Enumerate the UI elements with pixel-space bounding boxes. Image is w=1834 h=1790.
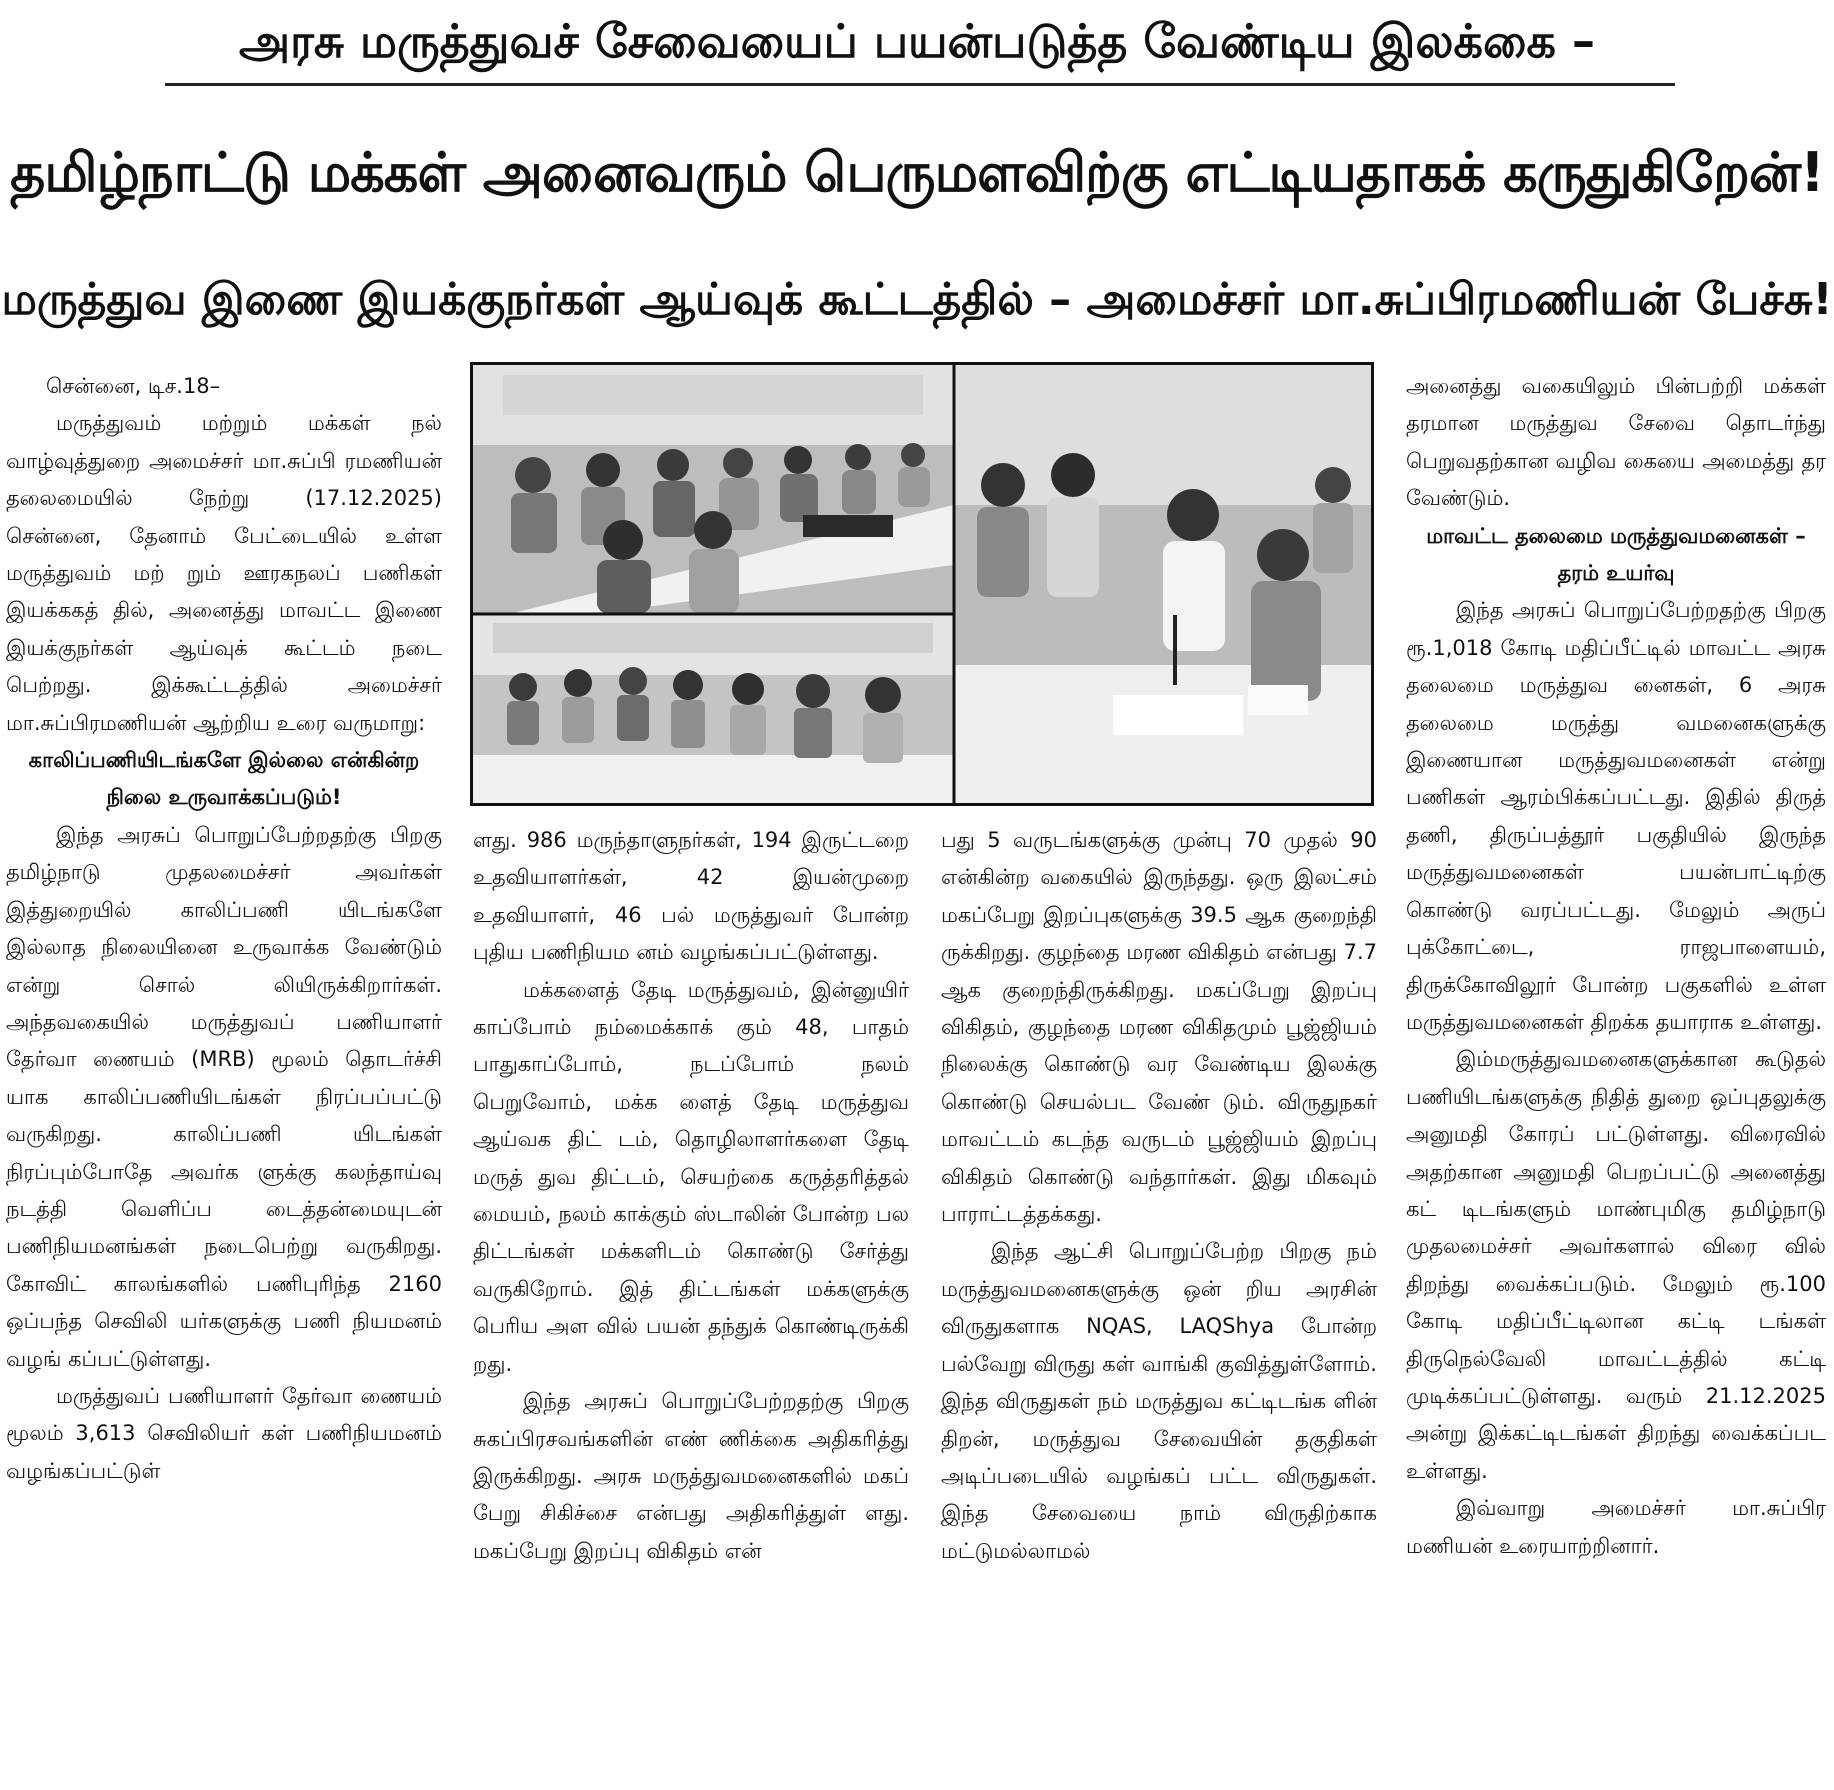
kicker-rule: [165, 83, 1675, 86]
paragraph: இந்த அரசுப் பொறுப்பேற்றதற்கு பிறகு சுகப்பிரசவங்களின் எண் ணிக்கை அதிகரித்து இருக்கிறது. அரசு மருத்துவமனைகளில் மகப் பேறு சிகிச்சை என்பது அதிகரித்துள் ளது. மகப்பேறு இறப்பு விகிதம் என்: [473, 1389, 909, 1563]
subheadline: மருத்துவ இணை இயக்குநர்கள் ஆய்வுக் கூட்டத்தில் – அமைச்சர் மா.சுப்பிரமணியன் பேச்சு!: [1, 274, 1833, 325]
paragraph: இந்த அரசுப் பொறுப்பேற்றதற்கு பிறகு தமிழ்நாடு முதலமைச்சர் அவர்கள் இத்துறையில் காலிப்பணி யிடங்களே இல்லாத நிலையினை உருவாக்க வேண்டும் என்று சொல் லியிருக்கிறார்கள். அந்தவகையில் மருத்துவப் பணியாளர் தேர்வா ணையம் (MRB) மூலம் தொடர்ச்சி யாக காலிப்பணியிடங்கள் நிரப்பப்பட்டு வருகிறது. காலிப்பணி யிடங்கள் நிரப்பும்போதே அவர்க ளுக்கு கலந்தாய்வு நடத்தி வெளிப்ப டைத்தன்மையுடன் பணிநியமனங்கள் நடைபெற்று வருகிறது. கோவிட் காலங்களில் பணிபுரிந்த 2160 ஒப்பந்த செவிலி யர்களுக்கு பணி நியமனம் வழங் கப்பட்டுள்ளது.: [6, 822, 442, 1371]
article-column-3: [941, 822, 1377, 1783]
meeting-photo-bottom-left: [473, 615, 953, 803]
paragraph: இந்த அரசுப் பொறுப்பேற்றதற்கு பிறகு ரூ.1,018 கோடி மதிப்பீட்டில் மாவட்ட அரசு தலைமை மருத்துவ னைகள், 6 அரசு தலைமை மருத்து வமனைகளுக்கு இணையான மருத்துவமனைகள் என்று பணிகள் ஆரம்பிக்கப்பட்டது. இதில் திருத் தணி, திருப்பத்தூர் பகுதியில் இருந்த மருத்துவமனைகள் பயன்பாட்டிற்கு கொண்டு வரப்பட்டது. மேலும் அருப் புக்கோட்டை, ராஜபாளையம், திருக்கோவிலூர் போன்ற பகுகளில் உள்ள மருத்துவமனைகள் திறக்க தயாராக உள்ளது.: [1406, 598, 1826, 1034]
headline: தமிழ்நாட்டு மக்கள் அனைவரும் பெருமளவிற்கு எட்டியதாகக் கருதுகிறேன்!: [10, 141, 1824, 204]
meeting-photo-collage: [470, 362, 1374, 806]
meeting-photo-right: [955, 365, 1371, 803]
paragraph: மருத்துவம் மற்றும் மக்கள் நல் வாழ்வுத்துறை அமைச்சர் மா.சுப்பி ரமணியன் தலைமையில் நேற்று (17.12.2025) சென்னை, தேனாம் பேட்டையில் உள்ள மருத்துவம் மற் றும் ஊரகநலப் பணிகள் இயக்ககத் தில், அனைத்து மாவட்ட இணை இயக்குநர்கள் ஆய்வுக் கூட்டம் நடை பெற்றது. இக்கூட்டத்தில் அமைச்சர் மா.சுப்பிரமணியன் ஆற்றிய உரை வருமாறு:: [6, 411, 442, 735]
article-column-2: [473, 822, 909, 1783]
paragraph: பது 5 வருடங்களுக்கு முன்பு 70 முதல் 90 என்கின்ற வகையில் இருந்தது. ஒரு இலட்சம் மகப்பேறு இறப்புகளுக்கு 39.5 ஆக குறைந்தி ருக்கிறது. குழந்தை மரண விகிதம் என்பது 7.7 ஆக குறைந்திருக்கிறது. மகப்பேறு இறப்பு விகிதம், குழந்தை மரண விகிதமும் பூஜ்ஜியம் நிலைக்கு கொண்டு வர வேண்டிய இலக்கு கொண்டு செயல்பட வேண் டும். விருதுநகர் மாவட்டம் கடந்த வருடம் பூஜ்ஜியம் இறப்பு விகிதம் கொண்டு வந்தார்கள். இது மிகவும் பாராட்டத்தக்கது.: [941, 828, 1377, 1227]
paragraph: இந்த ஆட்சி பொறுப்பேற்ற பிறகு நம் மருத்துவமனைகளுக்கு ஒன் றிய அரசின் விருதுகளாக NQAS, LAQShya போன்ற பல்வேறு விருது கள் வாங்கி குவித்துள்ளோம். இந்த விருதுகள் நம் மருத்துவ கட்டிடங்க ளின் திறன், மருத்துவ சேவையின் தகுதிகள் அடிப்படையில் வழங்கப் பட்ட விருதுகள். இந்த சேவையை நாம் விருதிற்காக மட்டுமல்லாமல்: [941, 1239, 1377, 1563]
paragraph: அனைத்து வகையிலும் பின்பற்றி மக்கள் தரமான மருத்துவ சேவை தொடர்ந்து பெறுவதற்கான வழிவ கையை அமைத்து தர வேண்டும்.: [1406, 374, 1826, 511]
paragraph: மக்களைத் தேடி மருத்துவம், இன்னுயிர் காப்போம் நம்மைக்காக் கும் 48, பாதம் பாதுகாப்போம், நடப்போம் நலம் பெறுவோம், மக்க ளைத் தேடி மருத்துவ ஆய்வக திட் டம், தொழிலாளர்களை தேடி மருத் துவ திட்டம், செயற்கை கருத்தரித்தல் மையம், நலம் காக்கும் ஸ்டாலின் போன்ற பல திட்டங்கள் மக்களிடம் கொண்டு சேர்த்து வருகிறோம். இத் திட்டங்கள் மக்களுக்கு பெரிய அள வில் பயன் தந்துக் கொண்டிருக்கி றது.: [473, 977, 909, 1376]
paragraph: இம்மருத்துவமனைகளுக்கான கூடுதல் பணியிடங்களுக்கு நிதித் துறை ஒப்புதலுக்கு அனுமதி கோரப் பட்டுள்ளது. விரைவில் அதற்கான அனுமதி பெறப்பட்டு அனைத்து கட் டிடங்களும் மாண்புமிகு தமிழ்நாடு முதலமைச்சர் அவர்களால் விரை வில் திறந்து வைக்கப்படும். மேலும் ரூ.100 கோடி மதிப்பீட்டிலான கட்டி டங்கள் திருநெல்வேலி மாவட்டத்தில் கட்டி முடிக்கப்பட்டுள்ளது. வரும் 21.12.2025 அன்று இக்கட்டிடங்கள் திறந்து வைக்கப்பட உள்ளது.: [1406, 1047, 1826, 1483]
meeting-photo-top-left: [473, 365, 953, 613]
article-column-4: [1406, 368, 1826, 1783]
article-column-1: [6, 368, 442, 1783]
paragraph: இவ்வாறு அமைச்சர் மா.சுப்பிர மணியன் உரையாற்றினார்.: [1406, 1496, 1826, 1558]
kicker-line: அரசு மருத்துவச் சேவையைப் பயன்படுத்த வேண்டிய இலக்கை –: [239, 14, 1595, 68]
crosshead: மாவட்ட தலைமை மருத்துவமனைகள் – தரம் உயர்வு: [1426, 523, 1806, 586]
dateline: சென்னை, டிச.18–: [46, 374, 221, 398]
paragraph: ளது. 986 மருந்தாளுநர்கள், 194 இருட்டறை உதவியாளர்கள், 42 இயன்முறை உதவியாளர், 46 பல் மருத்துவர் போன்ற புதிய பணிநியம னம் வழங்கப்பட்டுள்ளது.: [473, 828, 909, 965]
paragraph: மருத்துவப் பணியாளர் தேர்வா ணையம் மூலம் 3,613 செவிலியர் கள் பணிநியமனம் வழங்கப்பட்டுள்: [6, 1383, 442, 1483]
crosshead: காலிப்பணியிடங்களே இல்லை என்கின்ற நிலை உருவாக்கப்படும்!: [28, 748, 420, 810]
